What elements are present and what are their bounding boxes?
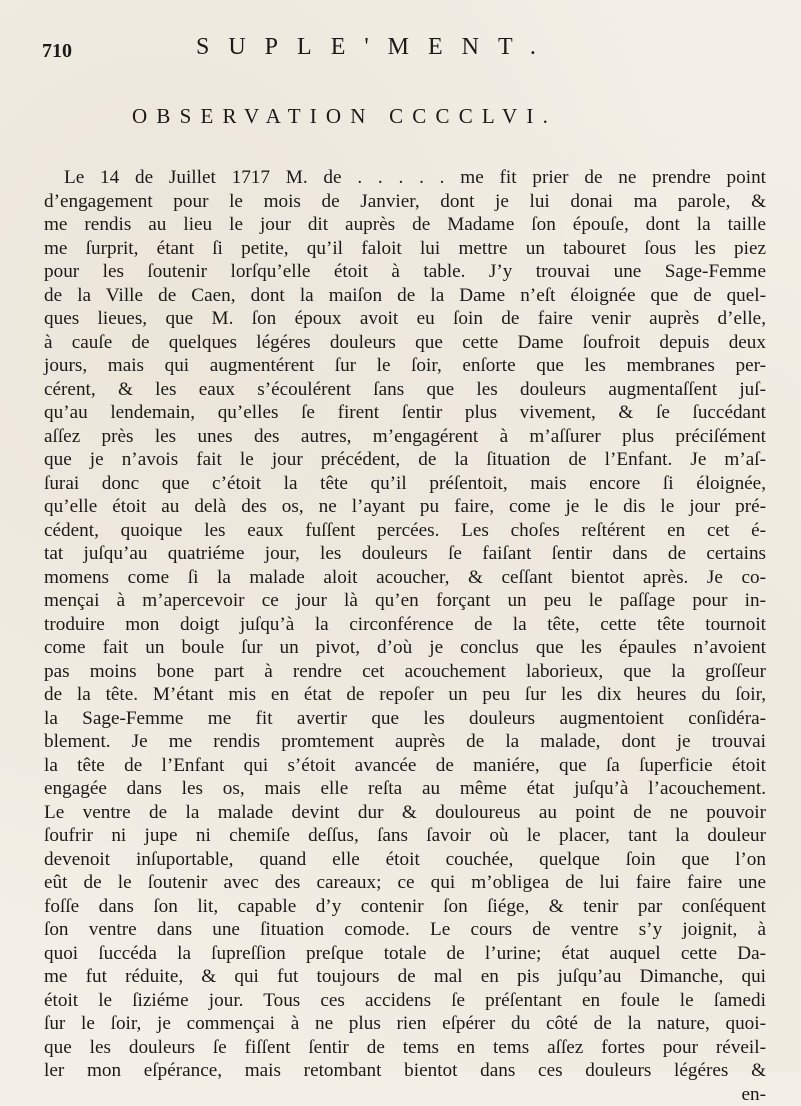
text-line: étoit le ſiziéme jour. Tous ces accidens ſe préſentant en foule le ſamedi bbox=[44, 989, 766, 1013]
text-line: Le ventre de la malade devint dur & douloureus au point de ne pouvoir bbox=[44, 801, 766, 825]
text-line: pour les ſoutenir lorſqu’elle étoit à table. J’y trouvai une Sage-Femme bbox=[44, 260, 766, 284]
text-line: eût de le ſoutenir avec des careaux; ce qui m’obligea de lui faire faire une bbox=[44, 871, 766, 895]
text-line: quoi ſuccéda la ſupreſſion preſque totale de l’urine; état auquel cette Da- bbox=[44, 942, 766, 966]
text-line: pas moins bone part à rendre cet acouchement laborieux, que la groſſeur bbox=[44, 660, 766, 684]
text-line: qu’elle étoit au delà des os, ne l’ayant pu faire, come je le dis le jour pré- bbox=[44, 495, 766, 519]
text-line: troduire mon doigt juſqu’à la circonférence de la tête, cette tête tournoit bbox=[44, 613, 766, 637]
text-line: que je n’avois fait le jour précédent, de la ſituation de l’Enfant. Je m’aſ- bbox=[44, 448, 766, 472]
text-line: devenoit inſuportable, quand elle étoit couchée, quelque ſoin que l’on bbox=[44, 848, 766, 872]
text-line: de la Ville de Caen, dont la maiſon de la Dame n’eſt éloignée que de quel- bbox=[44, 284, 766, 308]
text-line: qu’au lendemain, qu’elles ſe firent ſentir plus vivement, & ſe ſuccédant bbox=[44, 401, 766, 425]
text-line: à cauſe de quelques légéres douleurs que cette Dame ſoufroit depuis deux bbox=[44, 331, 766, 355]
text-line: ſur le ſoir, je commençai à ne plus rien eſpérer du côté de la nature, quoi- bbox=[44, 1012, 766, 1036]
text-line: me ſurprit, étant ſi petite, qu’il faloit lui mettre un tabouret ſous les piez bbox=[44, 237, 766, 261]
text-line: la Sage-Femme me fit avertir que les douleurs augmentoient conſidéra- bbox=[44, 707, 766, 731]
text-line: jours, mais qui augmentérent ſur le ſoir, enſorte que les membranes per- bbox=[44, 354, 766, 378]
text-line: cédent, quoique les eaux fuſſent percées. Les choſes reſtérent en cet é- bbox=[44, 519, 766, 543]
text-line: ler mon eſpérance, mais retombant bientot dans ces douleurs légéres & bbox=[44, 1059, 766, 1083]
text-line: aſſez près les unes des autres, m’engagérent à m’aſſurer plus préciſément bbox=[44, 425, 766, 449]
text-line: cérent, & les eaux s’écoulérent ſans que les douleurs augmentaſſent juſ- bbox=[44, 378, 766, 402]
text-line: la tête de l’Enfant qui s’étoit avancée de maniére, que ſa ſuperficie étoit bbox=[44, 754, 766, 778]
text-line: momens come ſi la malade aloit acoucher, & ceſſant bientot après. Je co- bbox=[44, 566, 766, 590]
text-line: engagée dans les os, mais elle reſta au même état juſqu’à l’acouchement. bbox=[44, 777, 766, 801]
catchword: en- bbox=[44, 1083, 766, 1106]
text-line: de la tête. M’étant mis en état de repoſer un peu ſur les dix heures du ſoir, bbox=[44, 683, 766, 707]
text-line: me rendis au lieu le jour dit auprès de Madame ſon épouſe, dont la taille bbox=[44, 213, 766, 237]
text-line: tat juſqu’au quatriéme jour, les douleurs ſe faiſant ſentir dans de certains bbox=[44, 542, 766, 566]
body-text bbox=[44, 166, 766, 1106]
text-line: ſurai donc que c’étoit la tête qu’il préſentoit, mais encore ſi éloignée, bbox=[44, 472, 766, 496]
text-line: me fut réduite, & qui fut toujours de mal en pis juſqu’au Dimanche, qui bbox=[44, 965, 766, 989]
text-line: d’engagement pour le mois de Janvier, dont je lui donai ma parole, & bbox=[44, 190, 766, 214]
text-line: come fait un boule ſur un pivot, d’où je conclus que les épaules n’avoient bbox=[44, 636, 766, 660]
text-line: foſſe dans ſon lit, capable d’y contenir ſon ſiége, & tenir par conſéquent bbox=[44, 895, 766, 919]
text-line: ques lieues, que M. ſon époux avoit eu ſoin de faire venir auprès d’elle, bbox=[44, 307, 766, 331]
text-line: ſoufrir ni jupe ni chemiſe deſſus, ſans ſavoir où le placer, tant la douleur bbox=[44, 824, 766, 848]
text-line: blement. Je me rendis promtement auprès de la malade, dont je trouvai bbox=[44, 730, 766, 754]
page-number: 710 bbox=[42, 40, 72, 63]
running-head: SUPLE'MENT. bbox=[196, 34, 555, 61]
text-line: Le 14 de Juillet 1717 M. de . . . . . me fit prier de ne prendre point bbox=[44, 166, 766, 190]
text-line: mençai à m’apercevoir ce jour là qu’en forçant un peu le paſſage pour in- bbox=[44, 589, 766, 613]
text-line: que les douleurs ſe fiſſent ſentir de tems en tems aſſez fortes pour réveil- bbox=[44, 1036, 766, 1060]
text-line: ſon ventre dans une ſituation comode. Le cours de ventre s’y joignit, à bbox=[44, 918, 766, 942]
observation-title: OBSERVATION CCCCLVI. bbox=[132, 104, 557, 129]
